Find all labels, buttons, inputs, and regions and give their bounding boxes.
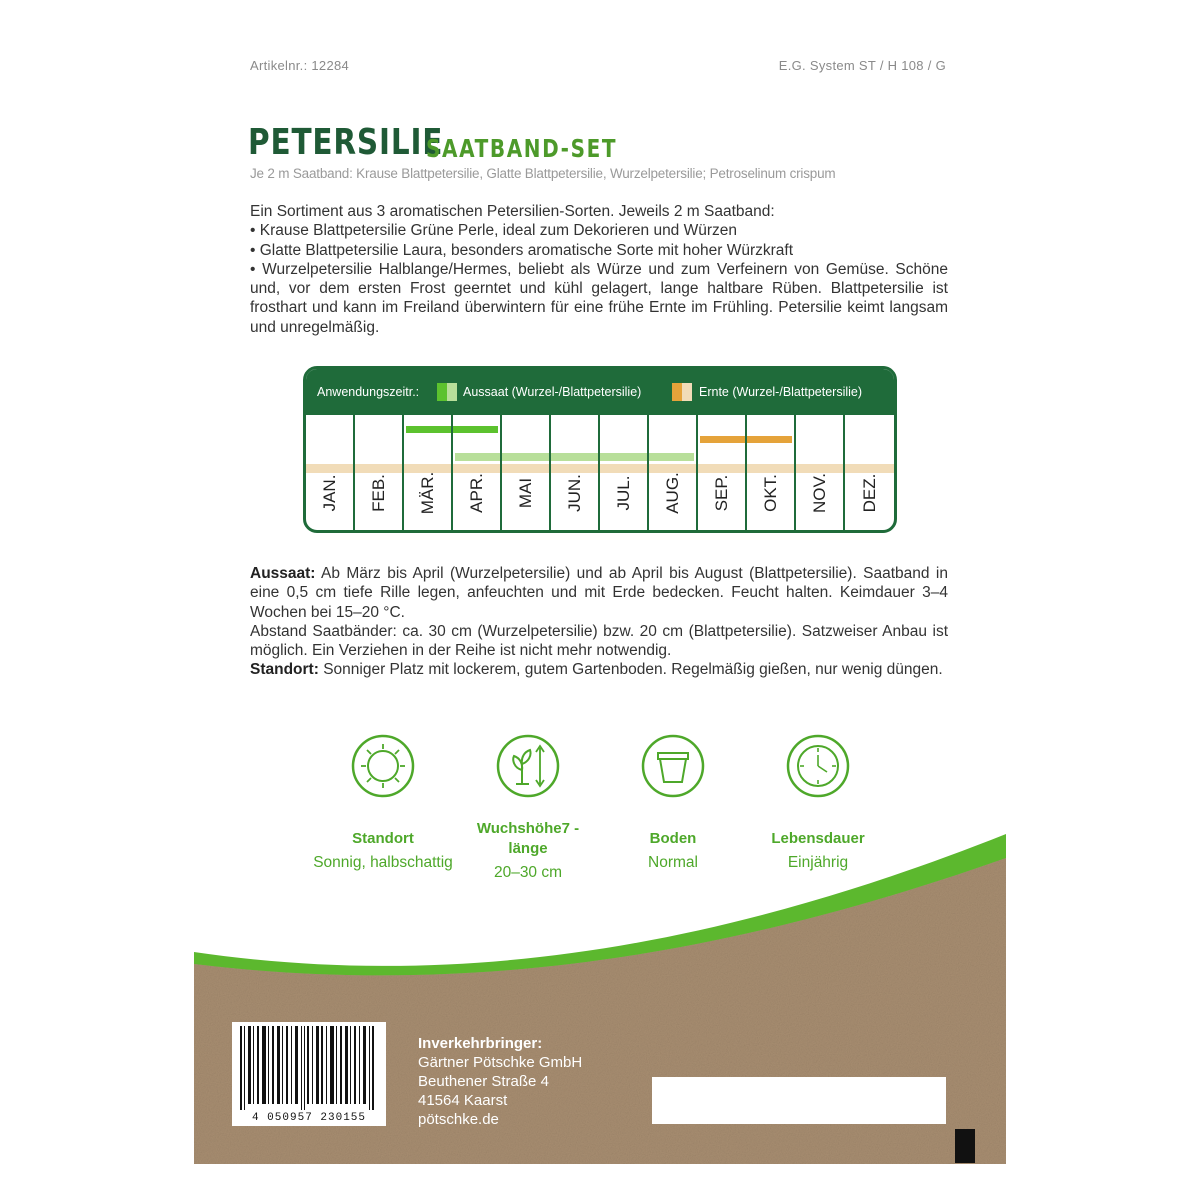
info-label: Boden [649, 830, 697, 847]
pot-icon [641, 734, 705, 798]
info-label: Lebensdauer [771, 830, 865, 847]
info-label: Standort [352, 830, 414, 847]
calendar-heading: Anwendungszeitr.: [317, 385, 420, 399]
calendar-month-label: OKT. [760, 474, 780, 512]
system-code: E.G. System ST / H 108 / G [778, 58, 946, 73]
info-label: Wuchshöhe7 -länge [476, 820, 580, 857]
product-title [248, 122, 618, 163]
calendar-month-column [551, 415, 600, 533]
abstand-paragraph: Abstand Saatbänder: ca. 30 cm (Wurzelpetersilie) bzw. 20 cm (Blattpetersilie). Satzweiser Anbau ist möglich. Ein Verziehen in der Reihe ist nicht mehr notwendig. [250, 622, 948, 660]
distributor-address [418, 1034, 582, 1129]
calendar-month-column [453, 415, 502, 533]
address-line: Beuthener Straße 4 [418, 1073, 549, 1090]
intro-line: • Wurzelpetersilie Halblange/Hermes, beliebt als Würze und zum Verfeinern von Gemüse. Schöne und, vor dem ersten Frost geerntet und kühl gelagert, lange haltbare Rüben. Blattpetersilie ist frosthart und kann im Freiland überwintern für eine frühe Ernte im Frühling. Petersilie keimt langsam und unregelmäßig. [250, 260, 948, 336]
title-sub: SAATBAND-SET [426, 134, 618, 163]
standort-paragraph [250, 660, 948, 679]
aussaat-paragraph [250, 564, 948, 622]
standort-text: Sonniger Platz mit lockerem, gutem Gartenboden. Regelmäßig gießen, nur wenig düngen. [318, 661, 943, 679]
intro-line: • Krause Blattpetersilie Grüne Perle, ideal zum Dekorieren und Würzen [250, 222, 738, 240]
info-value: Einjährig [787, 854, 849, 871]
calendar-month-column [796, 415, 845, 533]
calendar-month-column [649, 415, 698, 533]
calendar-month-label: SEP. [711, 474, 731, 512]
info-value: 20–30 cm [493, 864, 563, 881]
article-number: Artikelnr.: 12284 [250, 58, 350, 73]
barcode [232, 1022, 386, 1126]
calendar-month-label: APR. [466, 473, 486, 513]
address-line: 41564 Kaarst [418, 1092, 508, 1109]
intro-text [250, 202, 948, 337]
print-field [652, 1077, 946, 1124]
cultivation-text [250, 564, 948, 680]
intro-line: • Glatte Blattpetersilie Laura, besonders aromatische Sorte mit hoher Würzkraft [250, 241, 793, 259]
calendar-month-label: NOV. [809, 473, 829, 514]
title-main: PETERSILIE [248, 122, 444, 163]
calendar-month-column [502, 415, 551, 533]
legend-harvest: Ernte (Wurzel-/Blattpetersilie) [699, 385, 863, 399]
plant-height-icon [496, 734, 560, 798]
calendar-month-label: JUL. [613, 475, 633, 511]
aussaat-label: Aussaat: [250, 565, 316, 582]
intro-line: Ein Sortiment aus 3 aromatischen Petersilien-Sorten. Jeweils 2 m Saatband: [250, 203, 775, 220]
print-mark [955, 1129, 975, 1163]
barcode-bars [232, 1022, 386, 1110]
info-value: Sonnig, halbschattig [313, 854, 453, 871]
sun-icon [351, 734, 415, 798]
calendar-month-label: DEZ. [859, 473, 879, 513]
calendar-month-column [845, 415, 894, 533]
harvest-swatch-icon [672, 383, 692, 401]
address-title: Inverkehrbringer: [418, 1035, 543, 1052]
calendar-month-label: MÄR. [417, 471, 437, 515]
clock-icon [786, 734, 850, 798]
calendar-header [306, 369, 894, 415]
calendar-month-column [355, 415, 404, 533]
aussaat-text: Ab März bis April (Wurzelpetersilie) und ab April bis August (Blattpetersilie). Saatband in eine 0,5 cm tiefe Rille legen, anfeuchten und mit Erde bedecken. Feucht halten. Keimdauer 3–4 Wochen bei 15–20 °C. [250, 565, 948, 621]
calendar-month-column [306, 415, 355, 533]
calendar-month-label: FEB. [368, 474, 388, 512]
sow-swatch-icon [437, 383, 457, 401]
website-link[interactable]: pötschke.de [418, 1111, 499, 1128]
legend-sow: Aussaat (Wurzel-/Blattpetersilie) [463, 385, 642, 399]
calendar-month-column [404, 415, 453, 533]
product-subtitle: Je 2 m Saatband: Krause Blattpetersilie, Glatte Blattpetersilie, Wurzelpetersilie; Petroselinum crispum [250, 166, 836, 181]
address-line: Gärtner Pötschke GmbH [418, 1054, 583, 1071]
calendar-month-label: MAI [515, 477, 535, 509]
calendar-month-column [747, 415, 796, 533]
calendar-month-column [600, 415, 649, 533]
calendar-grid [306, 415, 894, 533]
calendar-month-column [698, 415, 747, 533]
calendar-month-label: JUN. [564, 474, 584, 512]
calendar-month-label: JAN. [319, 474, 339, 512]
calendar-month-label: AUG. [662, 472, 682, 514]
standort-label: Standort: [250, 661, 319, 679]
sowing-calendar [303, 366, 897, 533]
info-value: Normal [648, 854, 698, 871]
barcode-number: 4 050957 230155 [251, 1112, 367, 1124]
